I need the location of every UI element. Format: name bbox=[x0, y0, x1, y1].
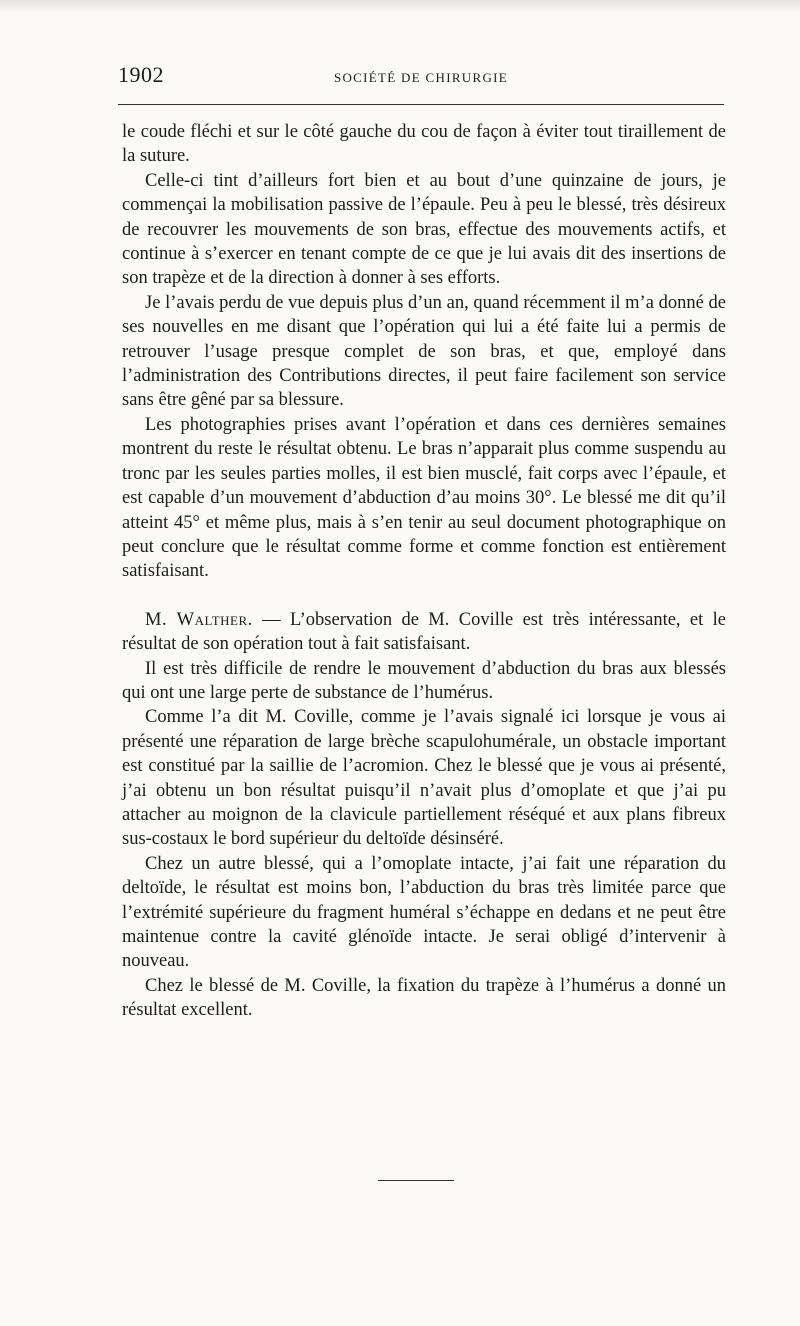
scan-edge-shadow bbox=[0, 0, 800, 14]
paragraph: Il est très difficile de rendre le mouvement d’abduction du bras aux blessés qui ont une large perte de substance de l’humérus. bbox=[122, 658, 726, 703]
paragraph-continuation: le coude fléchi et sur le côté gauche du cou de façon à éviter tout tiraillement de la suture. bbox=[122, 122, 726, 167]
section-gap bbox=[122, 584, 726, 608]
paragraph: Comme l’a dit M. Coville, comme je l’avais signalé ici lorsque je vous ai présenté une réparation de large brèche scapulohumérale, un obstacle important est constitué par la saillie de l’acromion. Chez le blessé que je vous ai présenté, j’ai obtenu un bon résultat puisqu’il n’avait plus d’omoplate et que j’ai pu attacher au moignon de la clavicule partiellement réséqué et aux plans fibreux sus-costaux le bord supérieur du deltoïde désinséré. bbox=[122, 707, 726, 850]
header-rule bbox=[118, 104, 724, 105]
speaker-name: M. Walther. bbox=[145, 609, 253, 630]
page-number: 1902 bbox=[118, 62, 164, 87]
end-rule bbox=[378, 1180, 454, 1181]
paragraph: Chez le blessé de M. Coville, la fixation du trapèze à l’humérus a donné un résultat excellent. bbox=[122, 975, 726, 1021]
paragraph: Les photographies prises avant l’opération et dans ces dernières semaines montrent du reste le résultat obtenu. Le bras n’apparait plus comme suspendu au tronc par les seules parties molles, il est bien musclé, fait corps avec l’épaule, et est capable d’un mouvement d’abduction d’au moins 30°. Le blessé me dit qu’il atteint 45° et même plus, mais à s’en tenir au seul document photographique on peut conclure que le résultat comme forme et comme fonction est entièrement satisfaisant. bbox=[122, 414, 726, 582]
running-head: SOCIÉTÉ DE CHIRURGIE bbox=[333, 70, 509, 85]
paragraph: Chez un autre blessé, qui a l’omoplate intacte, j’ai fait une réparation du deltoïde, le résultat est moins bon, l’abduction du bras très limitée parce que l’extrémité supérieure du fragment huméral s’échappe en dedans et ne peut être maintenue contre la cavité glénoïde intacte. Je serai obligé d’intervenir à nouveau. bbox=[122, 853, 726, 972]
discussion-text: — L’observation de M. Coville est très intéressante, et le résultat de son opération tout à fait satisfaisant. bbox=[122, 609, 726, 655]
paragraph: Je l’avais perdu de vue depuis plus d’un an, quand récemment il m’a donné de ses nouvelles en me disant que l’opération qui lui a été faite lui a permis de retrouver l’usage presque complet de son bras, et que, employé dans l’administration des Contributions directes, il peut faire facilement son service sans être gêné par sa blessure. bbox=[122, 292, 726, 411]
discussion-paragraph bbox=[122, 608, 726, 657]
paragraph: Celle-ci tint d’ailleurs fort bien et au bout d’une quinzaine de jours, je commençai la mobilisation passive de l’épaule. Peu à peu le blessé, très désireux de recouvrer les mouvements de son bras, effectue des mouvements actifs, et continue à s’exercer en tenant compte de ce que je lui avais dit des insertions de son trapèze et de la direction à donner à ses efforts. bbox=[122, 170, 726, 289]
body-text bbox=[122, 120, 726, 1023]
page-header bbox=[118, 62, 724, 92]
